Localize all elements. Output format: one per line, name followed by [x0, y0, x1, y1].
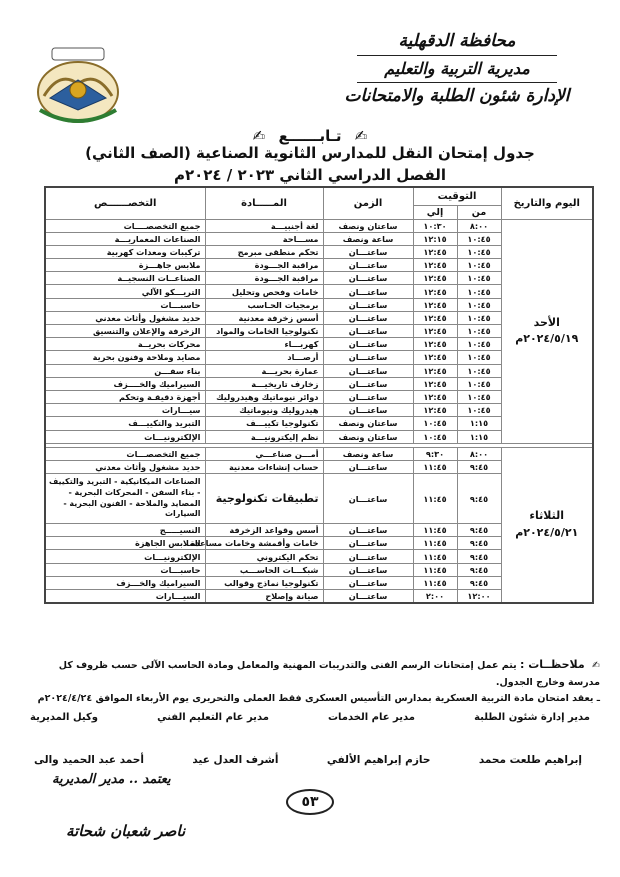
col-to: إلي [413, 205, 457, 219]
signature-titles [30, 712, 590, 723]
time-to: ١١:٤٥ [413, 524, 457, 537]
col-subject: المـــــادة [205, 187, 323, 219]
subject: شبكـــات الحاســـب [205, 563, 323, 576]
duration: ساعتـــان [323, 550, 413, 563]
specialty: الصناعــات النسجيــة [45, 272, 205, 285]
specialty: ملابس جاهـــزة [45, 259, 205, 272]
subject: نظم إليكترونيـــة [205, 430, 323, 443]
time-from: ١٠:٤٥ [457, 272, 501, 285]
time-from: ٩:٤٥ [457, 550, 501, 563]
duration: ساعتـــان [323, 537, 413, 550]
day1-rows [45, 219, 593, 447]
time-from: ٨:٠٠ [457, 219, 501, 232]
subject: صيانة وإصلاح [205, 590, 323, 603]
specialty: حديد مشغول وأثاث معدني [45, 460, 205, 473]
subject: مســـاحة [205, 232, 323, 245]
specialty: النسيـــــج [45, 524, 205, 537]
duration: ساعتـــان [323, 338, 413, 351]
specialty: جميع التخصصـــات [45, 447, 205, 460]
time-from: ١٠:٤٥ [457, 377, 501, 390]
subject: مراقبة الجـــودة [205, 272, 323, 285]
subject: هيدروليك ونيوماتيك [205, 404, 323, 417]
sig-title-1: مدير إدارة شئون الطلبة [474, 712, 590, 723]
time-from: ١٢:٠٠ [457, 590, 501, 603]
approval-label: يعتمد .. مدير المديرية [52, 772, 171, 787]
specialty: سيـــارات [45, 404, 205, 417]
time-to: ١٢:٤٥ [413, 245, 457, 258]
sig-name-3: أشرف العدل عيد [192, 754, 279, 766]
specialty: حديد مشغول وأثاث معدني [45, 311, 205, 324]
time-to: ٩:٣٠ [413, 447, 457, 460]
signature-names [34, 754, 582, 766]
duration: ساعتـــان [323, 474, 413, 524]
duration: ساعة ونصف [323, 447, 413, 460]
duration: ساعتـــان [323, 259, 413, 272]
time-to: ١٠:٣٠ [413, 219, 457, 232]
time-from: ١٠:٤٥ [457, 325, 501, 338]
subject: تحكم منطقى مبرمج [205, 245, 323, 258]
time-from: ٩:٤٥ [457, 474, 501, 524]
specialty: مصايد وملاحة وفنون بحرية [45, 351, 205, 364]
day-date: ٢٠٢٤/٥/١٩م [515, 332, 579, 346]
duration: ساعتـــان [323, 285, 413, 298]
handwritten-letterhead [342, 30, 572, 107]
time-to: ١٢:٤٥ [413, 272, 457, 285]
notes-section [30, 656, 600, 707]
specialty: الإلكترونيـــات [45, 430, 205, 443]
time-from: ١٠:٤٥ [457, 245, 501, 258]
director-name: ناصر شعبان شحاتة [66, 822, 186, 840]
subject: مراقبة الجـــودة [205, 259, 323, 272]
directorate-logo [30, 40, 126, 136]
table-header-row [45, 187, 593, 205]
duration: ساعتـــان [323, 576, 413, 589]
time-to: ١٢:٤٥ [413, 338, 457, 351]
time-to: ١٢:٤٥ [413, 285, 457, 298]
day-date: ٢٠٢٤/٥/٢١م [515, 525, 579, 539]
duration: ساعتـــان [323, 364, 413, 377]
time-from: ١٠:٤٥ [457, 338, 501, 351]
duration: ساعة ونصف [323, 232, 413, 245]
time-from: ٩:٤٥ [457, 537, 501, 550]
specialty: بناء سفـــن [45, 364, 205, 377]
time-from: ١٠:٤٥ [457, 390, 501, 403]
continued-label: ✍ تـابــــــع ✍ [252, 127, 368, 145]
day-cell [501, 219, 593, 443]
duration: ساعتـــان [323, 590, 413, 603]
table-row [45, 447, 593, 460]
specialty: السيراميك والخــــزف [45, 377, 205, 390]
time-to: ١٠:٤٥ [413, 417, 457, 430]
governorate-label: محافظة الدقهلية [398, 31, 516, 51]
specialty: التريـــكو الآلي [45, 285, 205, 298]
time-to: ١٢:٤٥ [413, 390, 457, 403]
exam-schedule-table [44, 186, 594, 604]
subject: زخارف تاريخيـــة [205, 377, 323, 390]
time-to: ١٢:٤٥ [413, 311, 457, 324]
subject: خامات وفحص وتحليل [205, 285, 323, 298]
duration: ساعتـــان [323, 563, 413, 576]
col-specialty: التخصــــــص [45, 187, 205, 219]
specialty: تركيبات ومعدات كهربية [45, 245, 205, 258]
subject: أسس وقواعد الزخرفة [205, 524, 323, 537]
time-to: ١١:٤٥ [413, 576, 457, 589]
time-from: ١٠:٤٥ [457, 232, 501, 245]
logo-emblem-icon [30, 40, 126, 136]
subject: تحكم اليكتروني [205, 550, 323, 563]
specialty: محركات بحريــة [45, 338, 205, 351]
day-name: الثلاثاء [529, 509, 565, 523]
specialty: التبريد والتكييـــف [45, 417, 205, 430]
time-to: ١٢:٤٥ [413, 377, 457, 390]
time-to: ١١:٤٥ [413, 550, 457, 563]
subject: أمـــن صناعـــي [205, 447, 323, 460]
col-duration: الزمن [323, 187, 413, 219]
pen-icon: ✍ [592, 660, 600, 671]
time-to: ١١:٤٥ [413, 460, 457, 473]
sig-name-4: أحمد عبد الحميد والى [34, 754, 144, 766]
subject: أرصـــاد [205, 351, 323, 364]
page-title: جدول إمتحان النقل للمدارس الثانوية الصناعية (الصف الثاني) [85, 144, 535, 162]
day2-rows [45, 447, 593, 603]
time-from: ٩:٤٥ [457, 576, 501, 589]
sig-title-4: وكيل المديرية [30, 712, 99, 723]
divider [357, 55, 557, 56]
time-to: ١٢:١٥ [413, 232, 457, 245]
specialty: الصناعات المعماريـــة [45, 232, 205, 245]
specialty: السيراميك والخـــزف [45, 576, 205, 589]
department-label: الإدارة شئون الطلبة والامتحانات [344, 85, 570, 106]
day-cell [501, 447, 593, 603]
note-1 [30, 656, 600, 691]
duration: ساعتـــان [323, 351, 413, 364]
sig-title-3: مدير عام التعليم الفني [157, 712, 269, 723]
subject: تطبيقات تكنولوجية [205, 474, 323, 524]
subject: كهربـــاء [205, 338, 323, 351]
table-row [45, 219, 593, 232]
duration: ساعتان ونصف [323, 219, 413, 232]
subject: عمارة بحريـــة [205, 364, 323, 377]
subject: تكنولوجيا نماذج وقوالب [205, 576, 323, 589]
time-from: ٨:٠٠ [457, 447, 501, 460]
pen-icon: ✍ [252, 127, 266, 145]
duration: ساعتـــان [323, 524, 413, 537]
specialty: أجهزة دقيقـة وتحكم [45, 390, 205, 403]
sig-name-2: حازم إبراهيم الألفي [326, 754, 431, 766]
subject: تكنولوجيا الخامات والمواد [205, 325, 323, 338]
duration: ساعتـــان [323, 377, 413, 390]
time-from: ١٠:٤٥ [457, 311, 501, 324]
note-text-2: ـ يعقد امتحان مادة التربية العسكرية بمدارس التأسيس العسكرى فقط العملى والتحريرى يوم الأربعاء الموافق ٢٠٢٤/٤/٢٤م [37, 692, 600, 704]
time-to: ١٢:٤٥ [413, 404, 457, 417]
time-from: ١٠:٤٥ [457, 404, 501, 417]
specialty: السيـــارات [45, 590, 205, 603]
col-day: اليوم والتاريخ [501, 187, 593, 219]
duration: ساعتـــان [323, 460, 413, 473]
specialty: الزخرفة والإعلان والتنسيق [45, 325, 205, 338]
time-from: ١٠:٤٥ [457, 285, 501, 298]
subject: لغة أجنبيـــة [205, 219, 323, 232]
time-to: ١١:٤٥ [413, 474, 457, 524]
subject: حساب إنشاءات معدنية [205, 460, 323, 473]
time-from: ١٠:٤٥ [457, 351, 501, 364]
time-to: ١٢:٤٥ [413, 351, 457, 364]
specialty: الصناعات الميكانيكية - التبريد والتكييف - بناء السفن - المحركات البحرية - المصايد والملاحة - الفنون البحرية - السيارات [45, 474, 205, 524]
subject: تكنولوجيا تكييـــف [205, 417, 323, 430]
duration: ساعتـــان [323, 325, 413, 338]
time-to: ١١:٤٥ [413, 563, 457, 576]
duration: ساعتـــان [323, 272, 413, 285]
time-to: ١١:٤٥ [413, 537, 457, 550]
col-timing: التوقيت [413, 187, 501, 205]
specialty: الإلكترونيـــات [45, 550, 205, 563]
semester-label: الفصل الدراسي الثاني ٢٠٢٣ / ٢٠٢٤م [173, 166, 447, 184]
subject: دوائر نيوماتيك وهيدروليك [205, 390, 323, 403]
specialty: حاسبـــات [45, 298, 205, 311]
note-text-1: يتم عمل إمتحانات الرسم الفنى والتدريبات المهنية والمعامل ومادة الحاسب الآلى حسب ظروف كل مدرسة وخارج الجدول. [58, 660, 600, 688]
time-from: ٩:٤٥ [457, 460, 501, 473]
pen-icon: ✍ [354, 127, 368, 145]
directorate-label: مديرية التربية والتعليم [384, 58, 530, 78]
col-from: من [457, 205, 501, 219]
notes-label: ملاحظــات : [519, 658, 585, 671]
time-from: ١٠:٤٥ [457, 364, 501, 377]
time-from: ١٠:٤٥ [457, 259, 501, 272]
time-to: ١٢:٤٥ [413, 364, 457, 377]
time-from: ٩:٤٥ [457, 524, 501, 537]
subject: أسس زخرفة معدنية [205, 311, 323, 324]
subject: برمجيات الحـاسب [205, 298, 323, 311]
time-to: ١٠:٤٥ [413, 430, 457, 443]
duration: ساعتـــان [323, 390, 413, 403]
time-to: ١٢:٤٥ [413, 325, 457, 338]
duration: ساعتان ونصف [323, 430, 413, 443]
time-from: ١٠:٤٥ [457, 298, 501, 311]
sig-title-2: مدير عام الخدمات [328, 712, 415, 723]
specialty: الملابس الجاهزة [45, 537, 205, 550]
time-to: ١٢:٤٥ [413, 298, 457, 311]
time-from: ١:١٥ [457, 417, 501, 430]
page-number: ٥٣ [286, 789, 334, 815]
specialty: جميع التخصصــــات [45, 219, 205, 232]
duration: ساعتـــان [323, 404, 413, 417]
divider [357, 82, 557, 83]
sig-name-1: إبراهيم طلعت محمد [478, 754, 582, 766]
day-name: الأحد [533, 315, 560, 329]
duration: ساعتـــان [323, 311, 413, 324]
specialty: حاسبـــات [45, 563, 205, 576]
duration: ساعتـــان [323, 298, 413, 311]
time-from: ٩:٤٥ [457, 563, 501, 576]
time-to: ١٢:٤٥ [413, 259, 457, 272]
duration: ساعتان ونصف [323, 417, 413, 430]
time-to: ٢:٠٠ [413, 590, 457, 603]
subject: خامات وأقمشة وخامات مساعدة [205, 537, 323, 550]
duration: ساعتـــان [323, 245, 413, 258]
time-from: ١:١٥ [457, 430, 501, 443]
